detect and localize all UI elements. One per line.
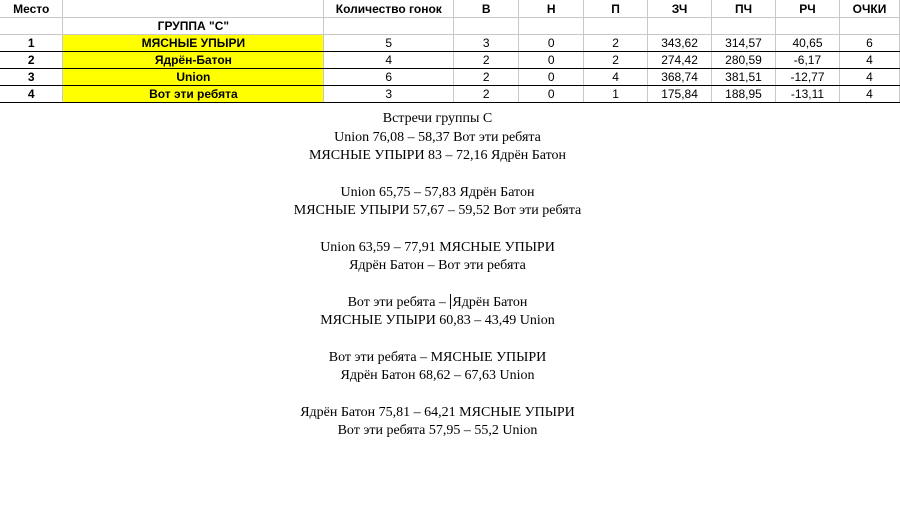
header-team[interactable] <box>63 0 324 18</box>
empty-cell[interactable] <box>0 18 63 35</box>
match-line: Union 65,75 – 57,83 Ядрён Батон <box>340 184 535 200</box>
rch-cell[interactable]: -13,11 <box>776 86 840 103</box>
points-cell[interactable]: 4 <box>839 86 899 103</box>
team-name-cell[interactable]: Вот эти ребята <box>63 86 324 103</box>
rch-cell[interactable]: 40,65 <box>776 35 840 52</box>
match-line: Ядрён Батон – Вот эти ребята <box>349 258 526 273</box>
match-line: Union 63,59 – 77,91 МЯСНЫЕ УПЫРИ <box>320 239 555 255</box>
table-row <box>0 52 900 69</box>
table-row <box>0 35 900 52</box>
place-cell[interactable]: 2 <box>0 52 63 69</box>
empty-cell[interactable] <box>454 18 519 35</box>
wins-cell[interactable]: 3 <box>454 35 519 52</box>
losses-cell[interactable]: 2 <box>584 35 648 52</box>
group-matches[interactable] <box>150 110 725 441</box>
header-points[interactable]: ОЧКИ <box>839 0 899 18</box>
match-line: МЯСНЫЕ УПЫРИ 57,67 – 59,52 Вот эти ребята <box>293 203 582 218</box>
standings-table <box>0 0 900 103</box>
match-line: Вот эти ребята 57,95 – 55,2 Union <box>337 423 538 438</box>
place-cell[interactable]: 3 <box>0 69 63 86</box>
losses-cell[interactable]: 2 <box>584 52 648 69</box>
match-line: Union 76,08 – 58,37 Вот эти ребята <box>334 129 541 145</box>
team-name-cell[interactable]: МЯСНЫЕ УПЫРИ <box>63 35 324 52</box>
draws-cell[interactable]: 0 <box>519 35 584 52</box>
empty-cell[interactable] <box>324 18 454 35</box>
empty-cell[interactable] <box>584 18 648 35</box>
header-draws[interactable]: Н <box>519 0 584 18</box>
rch-cell[interactable]: -6,17 <box>776 52 840 69</box>
team-name-cell[interactable]: Ядрён-Батон <box>63 52 324 69</box>
zch-cell[interactable]: 368,74 <box>648 69 712 86</box>
races-cell[interactable]: 3 <box>324 86 454 103</box>
header-races[interactable]: Количество гонок <box>324 0 454 18</box>
match-text-after-cursor: Ядрён Батон <box>452 294 528 310</box>
header-rch[interactable]: РЧ <box>776 0 840 18</box>
zch-cell[interactable]: 343,62 <box>648 35 712 52</box>
blank-line <box>150 276 725 294</box>
draws-cell[interactable]: 0 <box>519 86 584 103</box>
draws-cell[interactable]: 0 <box>519 69 584 86</box>
zch-cell[interactable]: 274,42 <box>648 52 712 69</box>
header-pch[interactable]: ПЧ <box>712 0 776 18</box>
matches-title: Встречи группы С <box>382 111 493 126</box>
empty-cell[interactable] <box>776 18 840 35</box>
match-text-before-cursor: Вот эти ребята – <box>347 294 450 310</box>
match-line-with-cursor <box>150 294 725 313</box>
group-title[interactable]: ГРУППА "С" <box>63 18 324 35</box>
empty-cell[interactable] <box>839 18 899 35</box>
empty-cell[interactable] <box>712 18 776 35</box>
pch-cell[interactable]: 188,95 <box>712 86 776 103</box>
wins-cell[interactable]: 2 <box>454 69 519 86</box>
place-cell[interactable]: 4 <box>0 86 63 103</box>
match-line: МЯСНЫЕ УПЫРИ 83 – 72,16 Ядрён Батон <box>308 148 567 163</box>
blank-line <box>150 221 725 239</box>
blank-line <box>150 386 725 404</box>
losses-cell[interactable]: 1 <box>584 86 648 103</box>
points-cell[interactable]: 6 <box>839 35 899 52</box>
zch-cell[interactable]: 175,84 <box>648 86 712 103</box>
header-wins[interactable]: В <box>454 0 519 18</box>
empty-cell[interactable] <box>648 18 712 35</box>
place-cell[interactable]: 1 <box>0 35 63 52</box>
header-row <box>0 0 900 18</box>
points-cell[interactable]: 4 <box>839 52 899 69</box>
races-cell[interactable]: 6 <box>324 69 454 86</box>
match-line: Ядрён Батон 75,81 – 64,21 МЯСНЫЕ УПЫРИ <box>300 404 575 420</box>
pch-cell[interactable]: 280,59 <box>712 52 776 69</box>
losses-cell[interactable]: 4 <box>584 69 648 86</box>
group-title-row <box>0 18 900 35</box>
races-cell[interactable]: 4 <box>324 52 454 69</box>
match-line: МЯСНЫЕ УПЫРИ 60,83 – 43,49 Union <box>320 313 555 328</box>
pch-cell[interactable]: 314,57 <box>712 35 776 52</box>
table-row <box>0 86 900 103</box>
blank-line <box>150 331 725 349</box>
blank-line <box>150 166 725 184</box>
team-name-cell[interactable]: Union <box>63 69 324 86</box>
draws-cell[interactable]: 0 <box>519 52 584 69</box>
rch-cell[interactable]: -12,77 <box>776 69 840 86</box>
wins-cell[interactable]: 2 <box>454 86 519 103</box>
header-losses[interactable]: П <box>584 0 648 18</box>
pch-cell[interactable]: 381,51 <box>712 69 776 86</box>
table-row <box>0 69 900 86</box>
points-cell[interactable]: 4 <box>839 69 899 86</box>
header-place[interactable]: Место <box>0 0 63 18</box>
match-line: Ядрён Батон 68,62 – 67,63 Union <box>340 368 535 383</box>
match-line: Вот эти ребята – МЯСНЫЕ УПЫРИ <box>328 349 547 365</box>
header-zch[interactable]: ЗЧ <box>648 0 712 18</box>
empty-cell[interactable] <box>519 18 584 35</box>
races-cell[interactable]: 5 <box>324 35 454 52</box>
wins-cell[interactable]: 2 <box>454 52 519 69</box>
